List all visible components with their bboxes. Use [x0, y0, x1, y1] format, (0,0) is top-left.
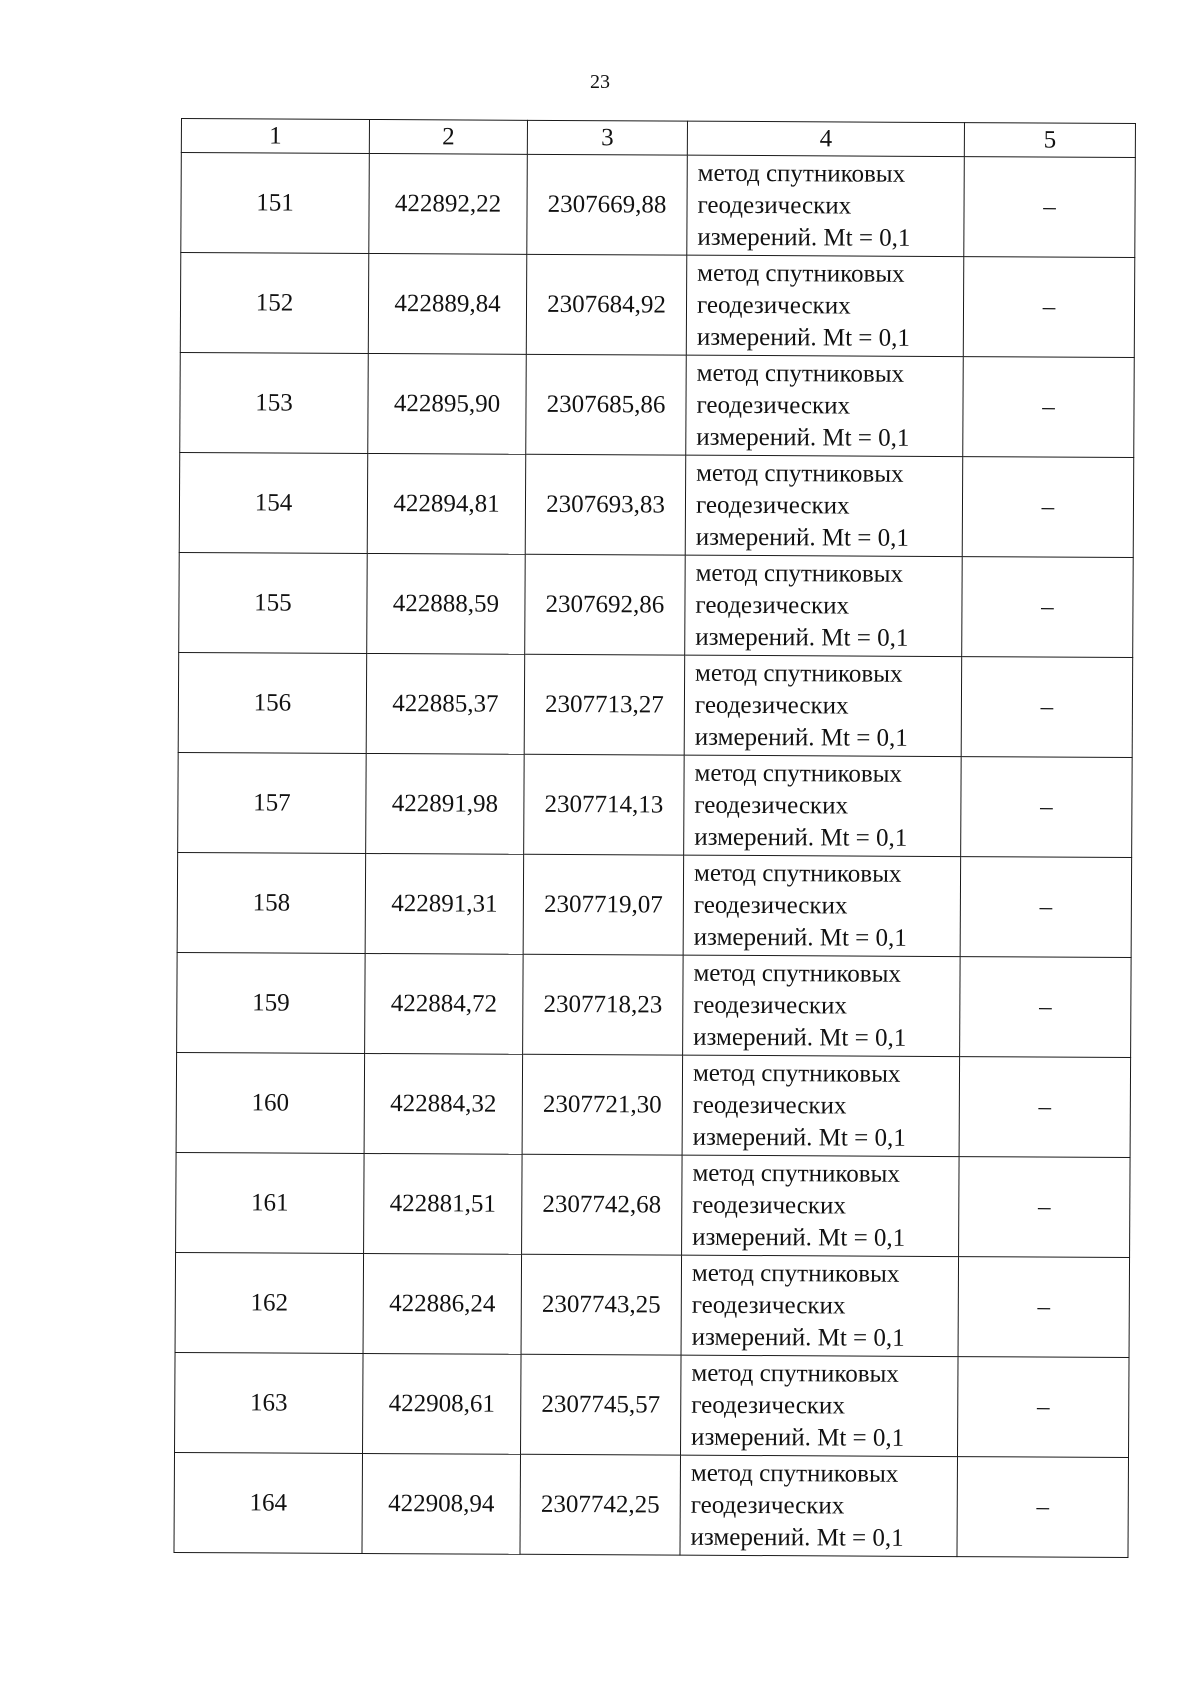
y-coordinate-cell: 2307693,83 [525, 454, 686, 555]
method-line: геодезических [691, 1291, 846, 1319]
table-row [178, 652, 1133, 757]
y-coordinate-cell: 2307742,25 [520, 1454, 681, 1555]
header-col-4: 4 [687, 121, 964, 156]
method-line: измерений. Mt = 0,1 [694, 723, 908, 752]
method-line: геодезических [693, 991, 848, 1019]
x-coordinate-cell: 422891,31 [365, 853, 524, 954]
note-cell: – [963, 257, 1135, 358]
method-line: геодезических [694, 791, 849, 820]
point-number-cell: 160 [176, 1052, 365, 1153]
note-cell: – [959, 1157, 1131, 1258]
table-header [181, 119, 1135, 158]
y-coordinate-cell: 2307692,86 [525, 554, 686, 655]
note-cell: – [962, 457, 1134, 558]
method-line: метод спутниковых [696, 359, 905, 388]
method-cell [680, 1455, 958, 1556]
note-cell: – [960, 957, 1132, 1058]
table-row [176, 1152, 1131, 1257]
note-cell: – [958, 1257, 1130, 1358]
method-line: геодезических [695, 491, 850, 520]
method-cell [686, 355, 964, 456]
table-row [179, 552, 1134, 657]
method-line: геодезических [693, 891, 848, 920]
x-coordinate-cell: 422908,94 [362, 1453, 521, 1554]
point-number-cell: 163 [175, 1352, 364, 1453]
note-cell: – [961, 657, 1133, 758]
method-line: измерений. Mt = 0,1 [693, 1023, 907, 1052]
method-line: измерений. Mt = 0,1 [695, 623, 909, 652]
method-line: геодезических [694, 691, 849, 720]
method-line: измерений. Mt = 0,1 [691, 1323, 905, 1352]
method-line: метод спутниковых [694, 759, 903, 788]
method-line: геодезических [692, 1091, 847, 1119]
x-coordinate-cell: 422889,84 [368, 253, 527, 354]
y-coordinate-cell: 2307669,88 [527, 154, 688, 255]
method-line: геодезических [695, 591, 850, 620]
table-body [174, 153, 1135, 1558]
method-cell [685, 455, 963, 556]
table-row [174, 1452, 1129, 1557]
x-coordinate-cell: 422884,72 [365, 953, 524, 1054]
table-row [178, 752, 1133, 857]
method-cell [684, 755, 962, 856]
method-line: метод спутниковых [696, 459, 904, 488]
method-cell [685, 555, 963, 656]
point-number-cell: 162 [175, 1252, 364, 1353]
x-coordinate-cell: 422895,90 [368, 353, 527, 454]
method-line: измерений. Mt = 0,1 [690, 1523, 904, 1552]
table-row [176, 1052, 1131, 1157]
x-coordinate-cell: 422886,24 [363, 1253, 522, 1354]
x-coordinate-cell: 422884,32 [364, 1053, 523, 1154]
y-coordinate-cell: 2307718,23 [523, 954, 684, 1055]
method-line: геодезических [691, 1391, 845, 1419]
note-cell: – [962, 557, 1134, 658]
note-cell: – [964, 157, 1136, 258]
method-cell [681, 1355, 959, 1456]
method-cell [683, 855, 961, 956]
x-coordinate-cell: 422888,59 [367, 553, 526, 654]
table-row [177, 952, 1132, 1057]
note-cell: – [961, 757, 1133, 858]
method-line: метод спутниковых [697, 259, 905, 288]
point-number-cell: 158 [177, 852, 366, 953]
x-coordinate-cell: 422892,22 [369, 153, 528, 254]
table-row [180, 352, 1135, 457]
method-line: геодезических [696, 391, 851, 420]
method-line: метод спутниковых [690, 1459, 899, 1488]
page-number: 23 [590, 71, 610, 93]
y-coordinate-cell: 2307742,68 [522, 1154, 683, 1255]
method-cell [687, 155, 965, 256]
method-line: геодезических [697, 191, 852, 220]
point-number-cell: 154 [179, 452, 368, 553]
x-coordinate-cell: 422891,98 [366, 753, 525, 854]
method-line: измерений. Mt = 0,1 [694, 823, 908, 852]
table-row [180, 253, 1135, 358]
x-coordinate-cell: 422908,61 [363, 1353, 522, 1454]
table-row [175, 1352, 1130, 1457]
y-coordinate-cell: 2307684,92 [526, 254, 687, 355]
method-line: метод спутниковых [691, 1359, 899, 1388]
table-row [179, 452, 1134, 557]
table-row [177, 852, 1132, 957]
y-coordinate-cell: 2307743,25 [521, 1254, 682, 1355]
header-col-2: 2 [369, 119, 527, 154]
method-line: измерений. Mt = 0,1 [691, 1423, 905, 1452]
y-coordinate-cell: 2307745,57 [521, 1354, 682, 1455]
point-number-cell: 164 [174, 1452, 363, 1553]
table-row [181, 153, 1136, 258]
y-coordinate-cell: 2307685,86 [526, 354, 687, 455]
point-number-cell: 157 [178, 752, 367, 853]
y-coordinate-cell: 2307721,30 [522, 1054, 683, 1155]
x-coordinate-cell: 422894,81 [367, 453, 526, 554]
method-line: метод спутниковых [693, 859, 902, 888]
note-cell: – [958, 1357, 1130, 1458]
method-line: геодезических [696, 291, 851, 320]
point-number-cell: 159 [177, 952, 366, 1053]
method-line: измерений. Mt = 0,1 [692, 1223, 906, 1252]
method-line: измерений. Mt = 0,1 [696, 423, 910, 452]
method-line: измерений. Mt = 0,1 [692, 1123, 906, 1152]
note-cell: – [960, 857, 1132, 958]
method-cell [683, 955, 961, 1056]
point-number-cell: 151 [181, 153, 370, 254]
method-line: метод спутниковых [692, 1059, 901, 1088]
method-line: метод спутниковых [695, 559, 904, 588]
header-col-5: 5 [964, 123, 1135, 158]
point-number-cell: 153 [180, 352, 369, 453]
method-cell [684, 655, 962, 756]
method-cell [682, 1155, 960, 1256]
method-line: геодезических [692, 1191, 846, 1219]
x-coordinate-cell: 422885,37 [366, 653, 525, 754]
method-line: метод спутниковых [691, 1259, 900, 1288]
method-line: измерений. Mt = 0,1 [695, 523, 909, 552]
point-number-cell: 161 [176, 1152, 365, 1253]
note-cell: – [957, 1457, 1129, 1558]
header-col-3: 3 [527, 120, 687, 155]
method-line: метод спутниковых [697, 159, 906, 188]
method-line: измерений. Mt = 0,1 [696, 323, 911, 352]
method-cell [681, 1255, 959, 1356]
note-cell: – [959, 1057, 1131, 1158]
point-number-cell: 152 [180, 253, 369, 354]
point-number-cell: 155 [179, 552, 368, 653]
point-number-cell: 156 [178, 652, 367, 753]
header-col-1: 1 [181, 119, 369, 154]
table-row [175, 1252, 1130, 1357]
method-line: метод спутниковых [692, 1159, 900, 1188]
method-line: измерений. Mt = 0,1 [693, 923, 907, 952]
note-cell: – [963, 357, 1135, 458]
x-coordinate-cell: 422881,51 [364, 1153, 523, 1254]
coordinates-table [173, 118, 1136, 1558]
method-line: метод спутниковых [693, 959, 902, 988]
method-cell [686, 255, 964, 356]
y-coordinate-cell: 2307719,07 [523, 854, 684, 955]
method-cell [682, 1055, 960, 1156]
method-line: геодезических [690, 1491, 845, 1519]
y-coordinate-cell: 2307713,27 [524, 654, 685, 755]
method-line: измерений. Mt = 0,1 [697, 223, 911, 252]
method-line: метод спутниковых [695, 659, 903, 688]
y-coordinate-cell: 2307714,13 [524, 754, 685, 855]
header-row [181, 119, 1135, 158]
